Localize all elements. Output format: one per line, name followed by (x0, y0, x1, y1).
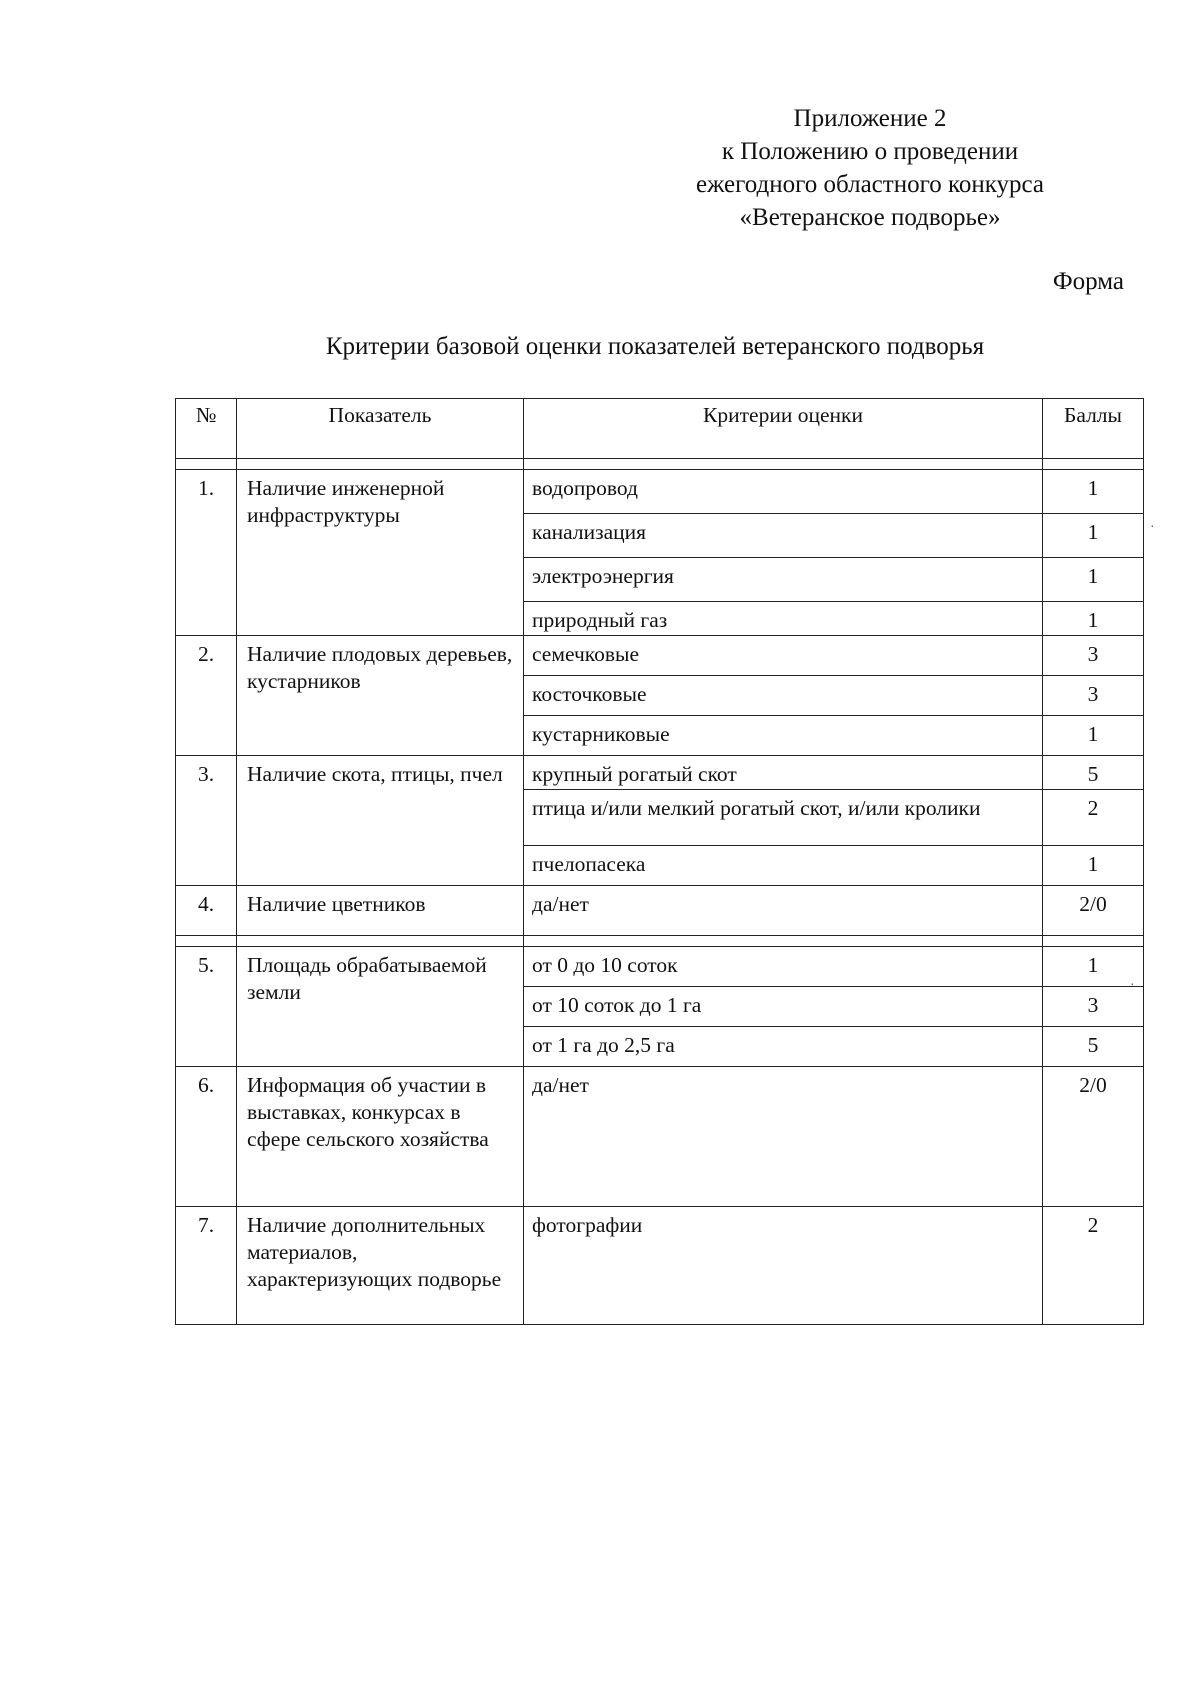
criterion-cell: от 1 га до 2,5 га (524, 1027, 1043, 1067)
spacer-row (176, 459, 1144, 470)
table-row (176, 886, 1144, 936)
row-number: 7. (176, 1207, 237, 1325)
table-row (176, 1207, 1144, 1325)
criterion-cell: водопровод (524, 470, 1043, 514)
criterion-cell: электроэнергия (524, 558, 1043, 602)
points-cell: 3 (1043, 676, 1144, 716)
criterion-cell: от 10 соток до 1 га (524, 987, 1043, 1027)
points-cell: 1 (1043, 947, 1144, 987)
points-cell: 1 (1043, 558, 1144, 602)
row-number: 1. (176, 470, 237, 636)
points-cell: 1 (1043, 470, 1144, 514)
table-row (176, 1067, 1144, 1207)
criterion-cell: пчелопасека (524, 846, 1043, 886)
indicator-cell: Наличие цветников (237, 886, 524, 936)
appendix-line: Приложение 2 (793, 105, 947, 132)
points-cell: 1 (1043, 602, 1144, 636)
table-row (176, 756, 1144, 790)
table-row (176, 947, 1144, 987)
points-cell: 1 (1043, 514, 1144, 558)
points-cell: 2/0 (1043, 1067, 1144, 1207)
criterion-cell: канализация (524, 514, 1043, 558)
points-cell: 1 (1043, 846, 1144, 886)
criterion-cell: природный газ (524, 602, 1043, 636)
row-number: 2. (176, 636, 237, 756)
points-cell: 3 (1043, 636, 1144, 676)
criterion-cell: птица и/или мелкий рогатый скот, и/или кролики (524, 790, 1043, 846)
column-header-number: № (176, 399, 237, 459)
points-cell: 2 (1043, 1207, 1144, 1325)
row-number: 6. (176, 1067, 237, 1207)
criterion-cell: семечковые (524, 636, 1043, 676)
column-header-indicator: Показатель (237, 399, 524, 459)
indicator-cell: Наличие скота, птицы, пчел (237, 756, 524, 886)
table-row (176, 470, 1144, 514)
row-number: 3. (176, 756, 237, 886)
points-cell: 2 (1043, 790, 1144, 846)
document-title: Критерии базовой оценки показателей ветеранского подворья (325, 333, 985, 360)
criterion-cell: фотографии (524, 1207, 1043, 1325)
indicator-cell: Информация об участии в выставках, конкурсах в сфере сельского хозяйства (237, 1067, 524, 1207)
table-row (176, 636, 1144, 676)
points-cell: 3 (1043, 987, 1144, 1027)
table-body (176, 459, 1144, 1325)
appendix-line: ежегодного областного конкурса (695, 171, 1045, 198)
row-number: 4. (176, 886, 237, 936)
scan-speck: · (1150, 520, 1155, 535)
indicator-cell: Наличие плодовых деревьев, кустарников (237, 636, 524, 756)
table-header-row (176, 399, 1144, 459)
appendix-heading (640, 102, 1100, 234)
points-cell: 1 (1043, 716, 1144, 756)
points-cell: 5 (1043, 1027, 1144, 1067)
appendix-line: к Положению о проведении (721, 138, 1019, 165)
column-header-points: Баллы (1043, 399, 1144, 459)
points-cell: 5 (1043, 756, 1144, 790)
indicator-cell: Наличие инженерной инфраструктуры (237, 470, 524, 636)
spacer-row (176, 936, 1144, 947)
criterion-cell: косточковые (524, 676, 1043, 716)
appendix-line: «Ветеранское подворье» (739, 204, 1001, 231)
scan-speck: · (1130, 978, 1135, 993)
indicator-cell: Наличие дополнительных материалов, характеризующих подворье (237, 1207, 524, 1325)
criterion-cell: да/нет (524, 1067, 1043, 1207)
criterion-cell: да/нет (524, 886, 1043, 936)
row-number: 5. (176, 947, 237, 1067)
criteria-table (175, 398, 1144, 1325)
points-cell: 2/0 (1043, 886, 1144, 936)
form-label: Форма (1052, 268, 1124, 295)
indicator-cell: Площадь обрабатываемой земли (237, 947, 524, 1067)
criterion-cell: кустарниковые (524, 716, 1043, 756)
criterion-cell: крупный рогатый скот (524, 756, 1043, 790)
column-header-criteria: Критерии оценки (524, 399, 1043, 459)
criterion-cell: от 0 до 10 соток (524, 947, 1043, 987)
